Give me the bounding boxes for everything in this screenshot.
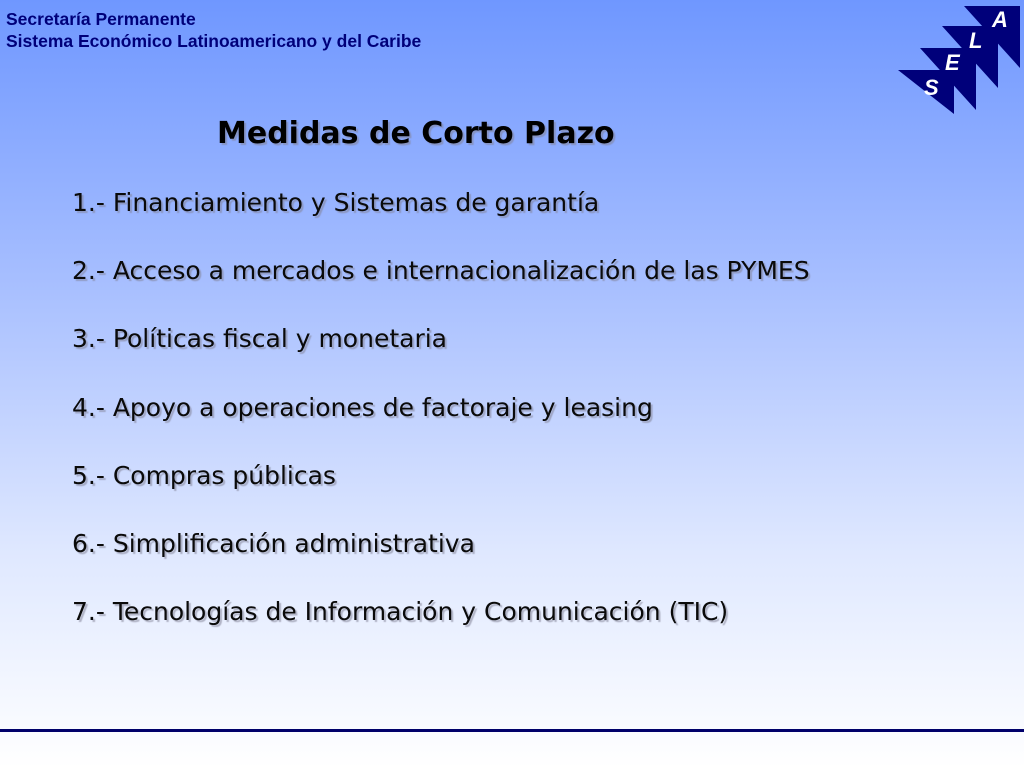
list-item: 1.- Financiamiento y Sistemas de garantía [72, 188, 600, 217]
org-line-1: Secretaría Permanente [6, 9, 196, 29]
bottom-divider [0, 729, 1024, 732]
list-item: 6.- Simplificación administrativa [72, 528, 475, 558]
organization-header [6, 8, 421, 52]
list-item: 5.- Compras públicas [72, 460, 336, 490]
sela-logo [896, 6, 1020, 116]
measures-list [72, 188, 810, 665]
logo-letter-l: L [969, 28, 983, 53]
list-item: 3.- Políticas fiscal y monetaria [72, 324, 447, 354]
list-item: 2.- Acceso a mercados e internacionalización de las PYMES [72, 256, 810, 286]
logo-letter-e: E [945, 50, 960, 75]
logo-letter-s: S [924, 75, 939, 100]
org-line-2: Sistema Económico Latinoamericano y del Caribe [6, 31, 422, 51]
list-item: 7.- Tecnologías de Información y Comunicación (TIC) [72, 597, 729, 627]
logo-letter-a: A [992, 7, 1008, 32]
list-item: 4.- Apoyo a operaciones de factoraje y leasing [72, 392, 653, 422]
slide-title: Medidas de Corto Plazo [217, 116, 615, 151]
